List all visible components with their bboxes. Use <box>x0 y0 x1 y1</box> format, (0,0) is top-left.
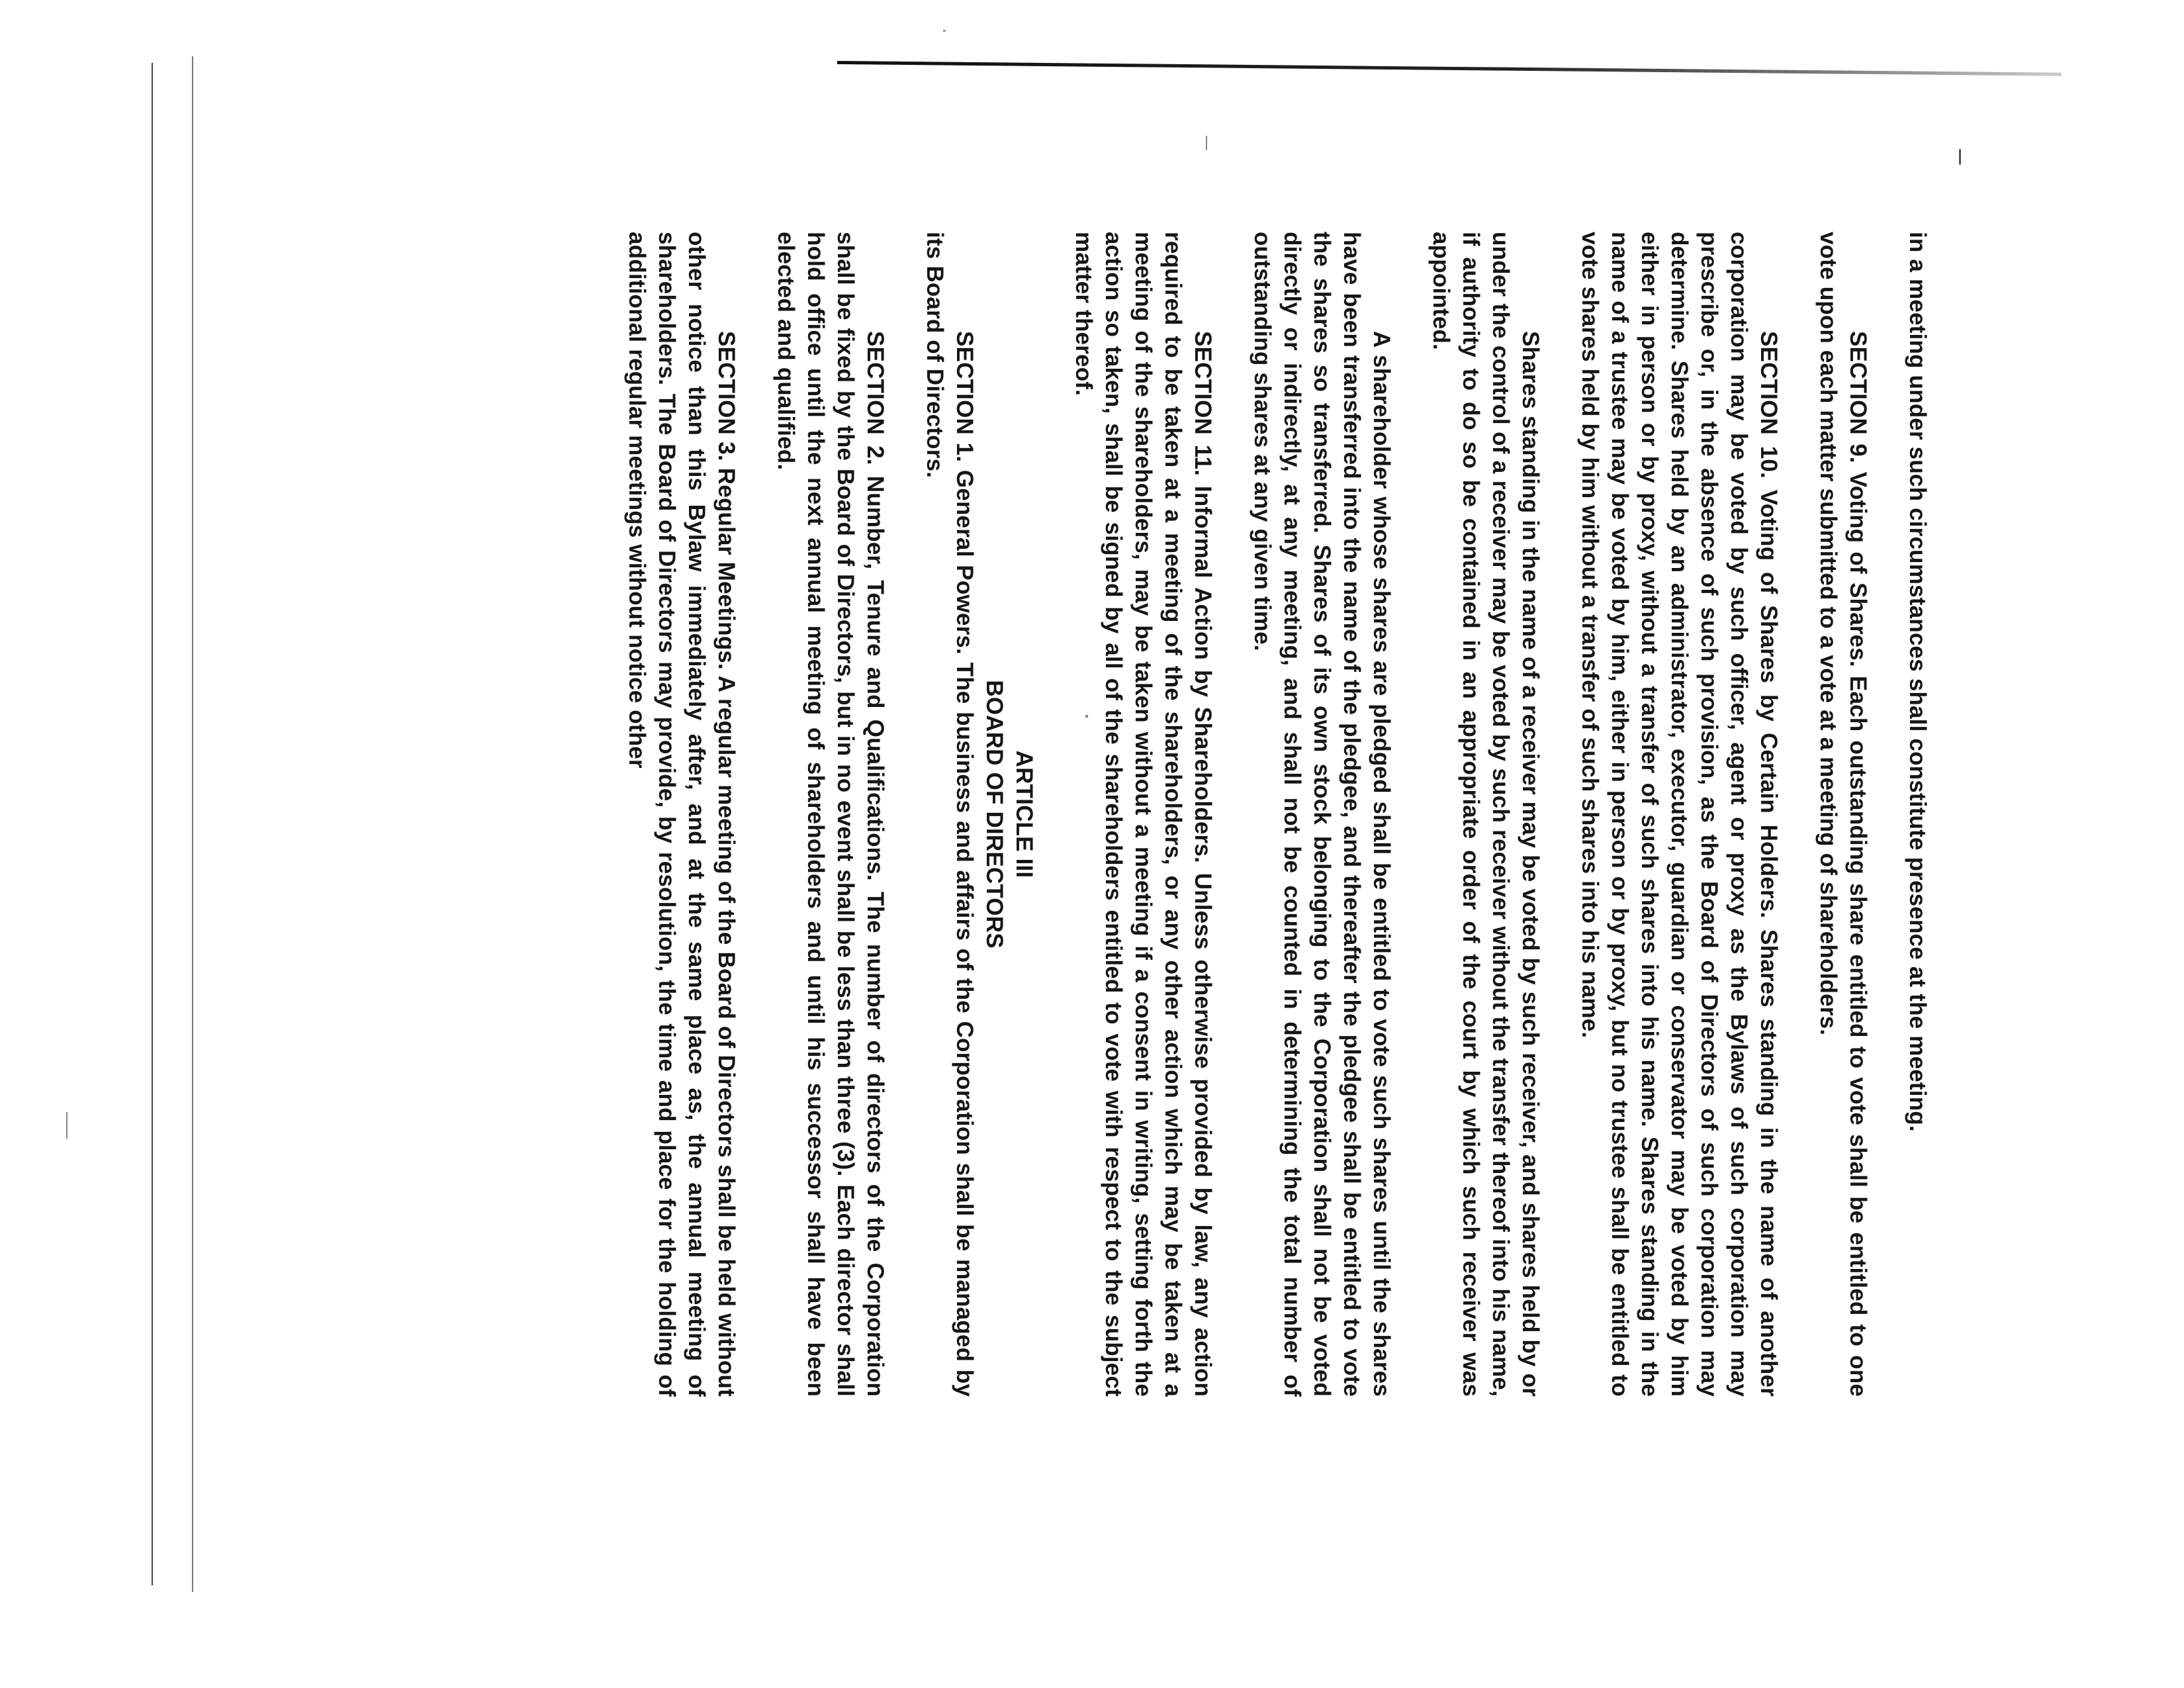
bylaws-text <box>371 232 1933 1397</box>
section-9-voting-of-shares: SECTION 9. Voting of Shares. Each outstanding share entitled to vote shall be entitled to one vote upon each matter submitted to a vote at a meeting of shareholders. <box>1815 232 1871 1397</box>
receiver-shares-paragraph: Shares standing in the name of a receiver may be voted by such receiver, and shares held by or under the control of a receiver may be voted by such receiver without the transfer thereof into his name, if authority to do so be contained in an appropriate order of the court by which such receiver was appointed. <box>1428 232 1543 1397</box>
section-2-number-tenure: SECTION 2. Number, Tenure and Qualifications. The number of directors of the Corporation shall be fixed by the Board of Directors, but in no event shall be less than three (3). Each director shall hold office until the next annual meeting of shareholders and until his successor shall have been elected and qualified. <box>773 232 888 1397</box>
section-10-voting-by-certain-holders: SECTION 10. Voting of Shares by Certain Holders. Shares standing in the name of another corporation may be voted by such officer, agent or proxy as the Bylaws of such corporation may prescribe or, in the absence of such provision, as the Board of Directors of such corporation may determine. Shares held by an administrator, executor, guardian or conservator may be voted by him either in person or by proxy, without a transfer of such shares into his name. Shares standing in the name of a trustee may be voted by him, either in person or by proxy, but no trustee shall be entitled to vote shares held by him without a transfer of such shares into his name. <box>1577 232 1782 1397</box>
article-number: ARTICLE III <box>1011 750 1037 878</box>
scan-mark <box>1959 149 1961 165</box>
scan-edge-shadow <box>837 61 2062 76</box>
scan-mark <box>66 1112 68 1139</box>
article-heading <box>979 232 1039 1397</box>
scan-edge-line <box>152 63 153 1585</box>
article-title: BOARD OF DIRECTORS <box>981 680 1007 949</box>
section-3-regular-meetings: SECTION 3. Regular Meetings. A regular meeting of the Board of Directors shall be held without other notice than this Bylaw immediately after, and at the same place as, the annual meeting of shareholders. The Board of Directors may provide, by resolution, the time and place for the holding of additional regular meetings without notice other <box>624 232 739 1397</box>
paragraph-continuation: in a meeting under such circumstances shall constitute presence at the meeting. <box>1905 232 1931 1132</box>
scan-mark <box>1206 136 1207 150</box>
scan-edge-line <box>192 56 193 1592</box>
pledged-shares-paragraph: A shareholder whose shares are pledged shall be entitled to vote such shares until the shares have been transferred into the name of the pledgee, and thereafter the pledgee shall be entitled to vote the shares so transferred. Shares of its own stock belonging to the Corporation shall not be voted directly or indirectly, at any meeting, and shall not be counted in determining the total number of outstanding shares at any given time. <box>1250 232 1394 1397</box>
section-11-informal-action: SECTION 11. Informal Action by Shareholders. Unless otherwise provided by law, any action required to be taken at a meeting of the shareholders, or any other action which may be taken at a meeting of the shareholders, may be taken without a meeting if a consent in writing, setting forth the action so taken, shall be signed by all of the shareholders entitled to vote with respect to the subject matter thereof. <box>1071 232 1216 1397</box>
scan-speck <box>943 30 946 32</box>
section-1-general-powers: SECTION 1. General Powers. The business and affairs of the Corporation shall be managed by its Board of Directors. <box>922 232 978 1397</box>
rotated-text-frame <box>371 232 1933 1397</box>
